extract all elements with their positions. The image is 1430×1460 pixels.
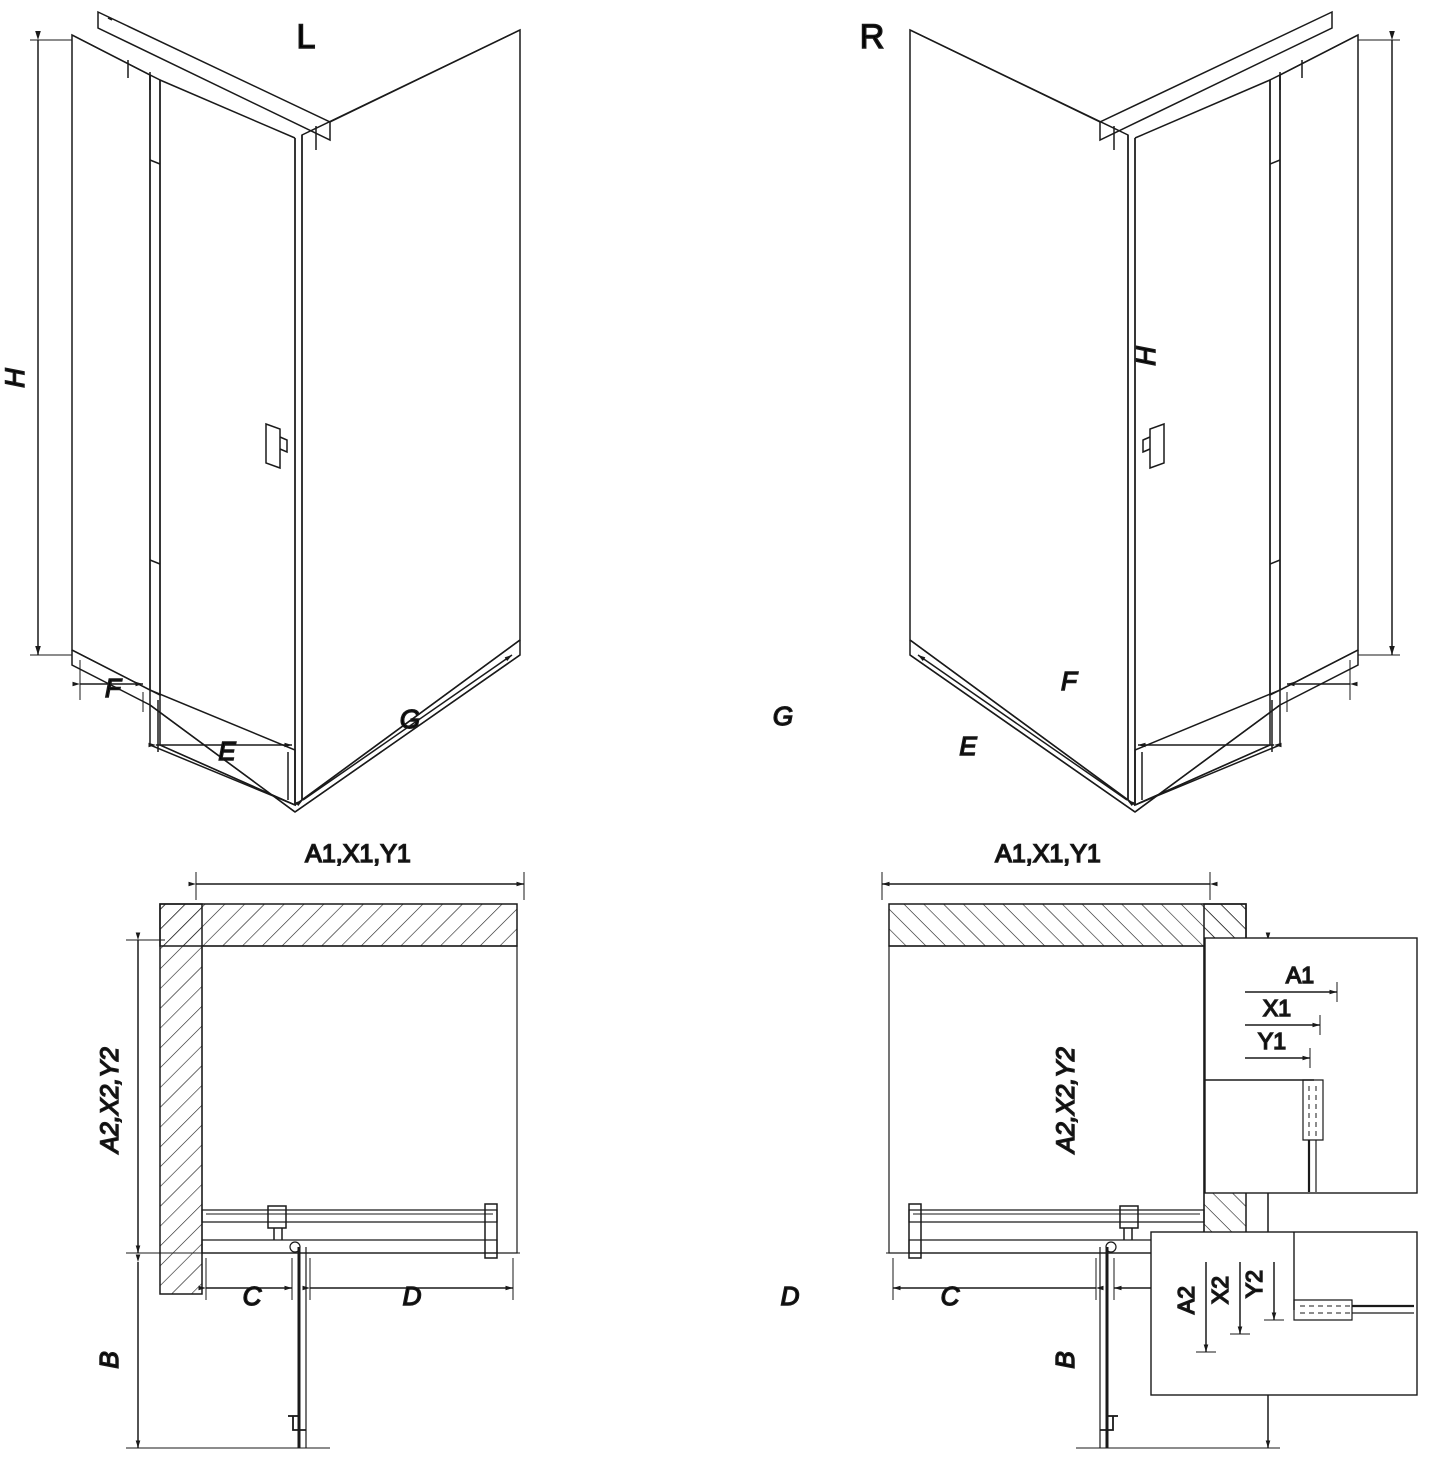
detail-top-dim-x1: X1 <box>1262 995 1292 1021</box>
plan-left-inner-left-label: C <box>242 1281 262 1311</box>
iso-right-title: R <box>859 18 885 56</box>
iso-left-title: L <box>296 18 316 56</box>
plan-left-swing-label: B <box>94 1351 124 1369</box>
plan-right-inner-left-label: D <box>780 1281 800 1311</box>
plan-right-inner-right-label: C <box>940 1281 960 1311</box>
plan-left-top-dim-label: A1,X1,Y1 <box>305 840 411 868</box>
plan-view-left <box>126 872 524 1448</box>
detail-bottom-dim-a2: A2 <box>1173 1285 1199 1315</box>
plan-left-side-dim-label: A2,X2,Y2 <box>96 1047 124 1153</box>
iso-left-door-label: E <box>218 736 236 766</box>
plan-right-side-dim-label: A2,X2,Y2 <box>1052 1047 1080 1153</box>
detail-bottom-dim-y2: Y2 <box>1241 1269 1267 1299</box>
detail-top-dim-a1: A1 <box>1285 962 1315 988</box>
plan-right-swing-label: B <box>1050 1351 1080 1369</box>
iso-view-right <box>910 12 1400 812</box>
detail-bottom-dim-x2: X2 <box>1207 1275 1233 1305</box>
plan-right-top-dim-label: A1,X1,Y1 <box>995 840 1101 868</box>
iso-right-side-small-label: F <box>1061 666 1077 696</box>
iso-right-door-label: E <box>959 731 977 761</box>
plan-left-inner-right-label: D <box>402 1281 422 1311</box>
iso-view-left <box>30 12 520 812</box>
iso-left-height-label: H <box>0 368 30 388</box>
iso-right-height-label: H <box>1131 346 1161 366</box>
detail-top-dim-y1: Y1 <box>1257 1028 1287 1054</box>
iso-left-side-small-label: F <box>105 673 121 703</box>
iso-left-side-large-label: G <box>399 704 421 734</box>
iso-right-side-large-label: G <box>772 701 794 731</box>
